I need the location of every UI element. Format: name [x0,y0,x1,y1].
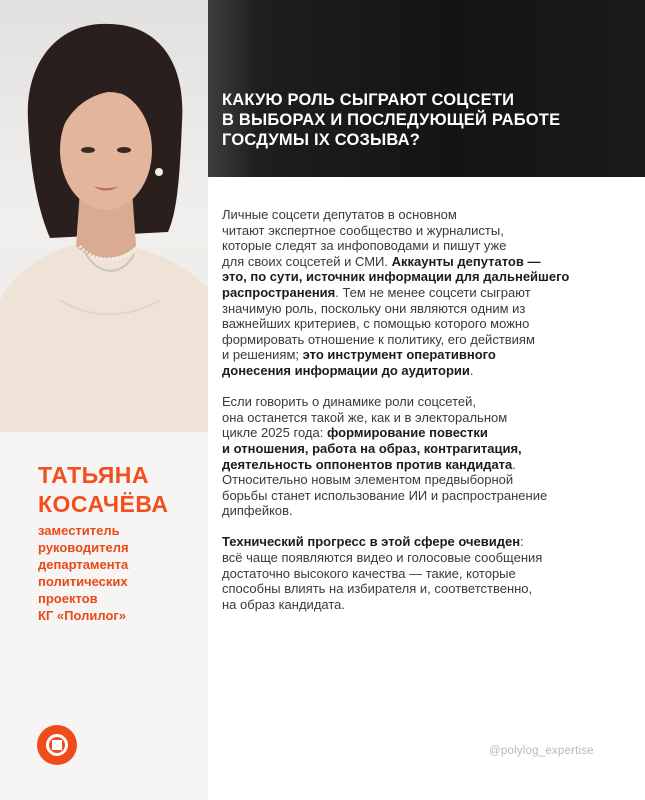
paragraph-2 [222,394,622,519]
text-line: Личные соцсети депутатов в основном [222,207,457,222]
speaker-role-line: департамента [38,557,129,572]
text-run: для своих соцсетей и СМИ. [222,253,392,269]
text-line: Если говорить о динамике роли соцсетей, [222,394,476,410]
text-line: на образ кандидата. [222,596,345,612]
text-line: достаточно высокого качества — такие, которые [222,565,516,581]
bold-run: деятельность оппонентов против кандидата [222,456,513,472]
bold-run: Технический прогресс в этой сфере очевиден [222,534,521,550]
speaker-role-line: руководителя [38,540,129,555]
text-line: значимую роль, поскольку они являются одним из [222,300,526,316]
text-line [222,269,622,285]
text-line [222,534,622,550]
speaker-name [38,461,208,519]
title-line: В ВЫБОРАХ И ПОСЛЕДУЮЩЕЙ РАБОТЕ [222,111,561,129]
title-line: ГОСДУМЫ IX СОЗЫВА? [222,131,421,149]
speaker-photo [0,0,208,432]
text-line: способны влиять на избирателя и, соответственно, [222,581,533,597]
speaker-role-line: заместитель [38,523,120,538]
bold-run: распространения [222,284,336,300]
text-line: всё чаще появляются видео и голосовые сообщения [222,550,543,566]
paragraph-3 [222,534,622,612]
text-line: она останется такой же, как и в электоральном [222,409,508,425]
speaker-role-line: политических [38,574,128,589]
page-title [222,90,622,150]
text-run: и решениям; [222,347,303,363]
logo-square [52,740,62,750]
text-line [222,425,622,441]
text-line [222,254,622,270]
text-run: . [469,362,474,378]
speaker-panel [0,0,208,800]
text-run: . [512,456,516,472]
text-line: борьбы станет использование ИИ и распространение [222,487,548,503]
title-line: КАКУЮ РОЛЬ СЫГРАЮТ СОЦСЕТИ [222,91,515,109]
bold-run: это, по сути, источник информации для дальнейшего [222,269,570,285]
text-line [222,347,622,363]
bold-run: Аккаунты депутатов — [391,253,541,269]
speaker-role [38,522,203,624]
text-line: формировать отношение к политику, его действиям [222,331,535,347]
speaker-name-line: ТАТЬЯНА [38,462,150,488]
text-run: . Тем не менее соцсети сыграют [335,284,531,300]
bold-run: это инструмент оперативного [302,347,496,363]
text-line [222,457,622,473]
speaker-name-line: КОСАЧЁВА [38,491,169,517]
text-line: читают экспертное сообщество и журналисты, [222,222,504,238]
text-run: цикле 2025 года: [222,425,327,441]
text-line [222,441,622,457]
text-line [222,363,622,379]
text-line: Относительно новым элементом предвыборной [222,472,514,488]
bold-run: донесения информации до аудитории [222,362,470,378]
text-line: дипфейков. [222,503,293,519]
bold-run: формирование повестки [326,425,488,441]
text-line: которые следят за инфоповодами и пишут уже [222,238,507,254]
text-run: : [520,534,524,550]
bold-run: и отношения, работа на образ, контрагитация, [222,440,522,456]
text-line: важнейших критериев, с помощью которого можно [222,316,530,332]
text-line [222,285,622,301]
article-body [222,207,622,628]
speaker-role-line: КГ «Полилог» [38,608,127,623]
polylog-logo-icon [37,725,77,765]
speaker-role-line: проектов [38,591,98,606]
social-handle[interactable]: @polylog_expertise [489,745,594,757]
paragraph-1 [222,207,622,379]
